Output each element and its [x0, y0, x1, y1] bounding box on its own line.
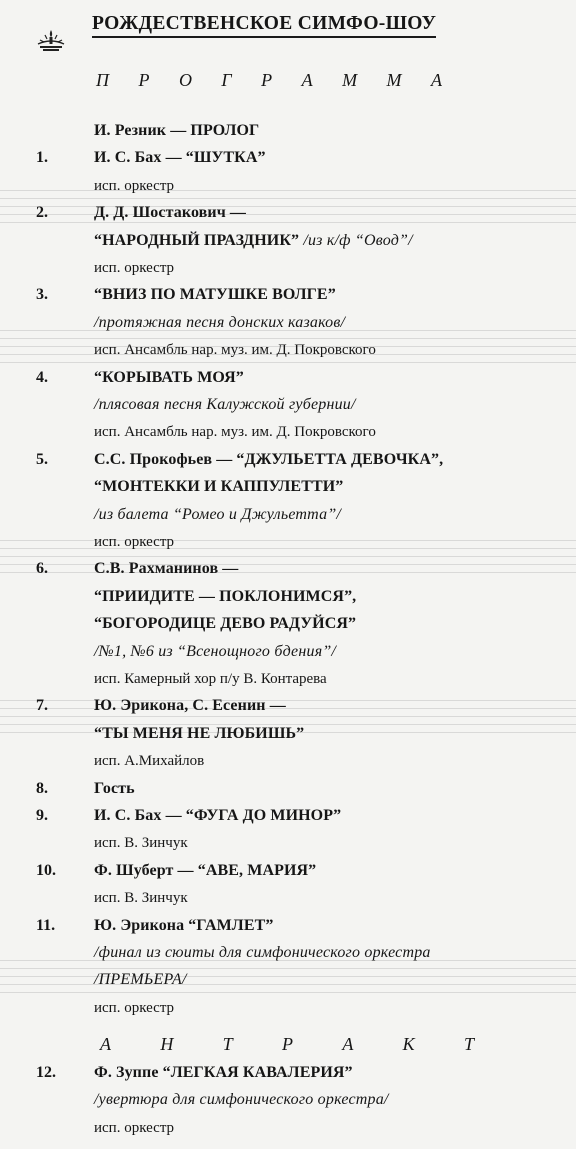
heading-letter: А	[342, 1034, 354, 1054]
heading-letter: А	[100, 1034, 111, 1054]
item-performer: исп. А.Михайлов	[94, 753, 205, 769]
item-title: И. С. Бах — “ФУГА ДО МИНОР”	[94, 807, 342, 824]
program-item	[0, 447, 576, 473]
item-number: 8.	[36, 780, 48, 797]
item-title: “НАРОДНЫЙ ПРАЗДНИК” /из к/ф “Овод”/	[94, 232, 413, 249]
program-heading	[96, 70, 442, 91]
program-item	[0, 1060, 576, 1086]
program-item-line	[0, 529, 576, 555]
item-note: /ПРЕМЬЕРА/	[94, 971, 187, 988]
program-item-line	[0, 310, 576, 336]
item-performer: исп. оркестр	[94, 178, 175, 194]
item-title: С.В. Рахманинов —	[94, 560, 239, 577]
program-item-line	[0, 419, 576, 445]
item-note: /из к/ф “Овод”/	[299, 232, 413, 249]
heading-letter: А	[301, 70, 313, 90]
program-item-line	[0, 885, 576, 911]
item-number: 12.	[36, 1064, 56, 1081]
item-number: 3.	[36, 286, 48, 303]
item-number: 1.	[36, 149, 48, 166]
item-note: /увертюра для симфонического оркестра/	[94, 1091, 389, 1108]
program-item	[0, 913, 576, 939]
item-number: 5.	[36, 451, 48, 468]
intermission-heading	[100, 1034, 474, 1055]
program-item-line	[0, 1087, 576, 1113]
program-item-line	[0, 748, 576, 774]
item-number: 7.	[36, 697, 48, 714]
item-title: “ТЫ МЕНЯ НЕ ЛЮБИШЬ”	[94, 725, 305, 742]
program-item	[0, 803, 576, 829]
program-item-line	[0, 940, 576, 966]
item-number: 9.	[36, 807, 48, 824]
heading-letter: М	[342, 70, 358, 90]
program-item-line	[0, 995, 576, 1021]
item-number: 6.	[36, 560, 48, 577]
heading-letter: Г	[221, 70, 232, 90]
heading-letter: Р	[261, 70, 273, 90]
program-item-line	[0, 611, 576, 637]
item-note: /№1, №6 из “Всенощного бдения”/	[94, 643, 337, 660]
program-item-line	[0, 830, 576, 856]
program-item	[0, 556, 576, 582]
program-item	[0, 200, 576, 226]
item-title: Ю. Эрикона, С. Есенин —	[94, 697, 286, 714]
page-title: РОЖДЕСТВЕНСКОЕ СИМФО-ШОУ	[92, 12, 436, 38]
program-item-line	[0, 228, 576, 254]
program-item-line	[0, 584, 576, 610]
heading-letter: Т	[222, 1034, 233, 1054]
program-item	[0, 693, 576, 719]
item-title: Ф. Шуберт — “АВЕ, МАРИЯ”	[94, 862, 317, 879]
program-item	[0, 776, 576, 802]
item-title: Ю. Эрикона “ГАМЛЕТ”	[94, 917, 274, 934]
heading-letter: Т	[463, 1034, 474, 1054]
program-item	[0, 858, 576, 884]
program-item	[0, 365, 576, 391]
item-performer: исп. оркестр	[94, 260, 175, 276]
item-title: И. С. Бах — “ШУТКА”	[94, 149, 266, 166]
item-title: “МОНТЕККИ И КАППУЛЕТТИ”	[94, 478, 344, 495]
program-item-line	[0, 1115, 576, 1141]
item-performer: исп. Ансамбль нар. муз. им. Д. Покровского	[94, 424, 376, 440]
heading-letter: Р	[138, 70, 150, 90]
item-number: 4.	[36, 369, 48, 386]
heading-letter: О	[178, 70, 192, 90]
item-number: 2.	[36, 204, 48, 221]
program-item	[0, 145, 576, 171]
item-number: 11.	[36, 917, 56, 934]
item-title: Ф. Зуппе “ЛЕГКАЯ КАВАЛЕРИЯ”	[94, 1064, 353, 1081]
item-performer: исп. оркестр	[94, 1000, 175, 1016]
item-title: “ПРИИДИТЕ — ПОКЛОНИМСЯ”,	[94, 588, 357, 605]
program-item-line	[0, 392, 576, 418]
item-title: Гость	[94, 780, 135, 797]
heading-letter: А	[431, 70, 442, 90]
item-note: /протяжная песня донских казаков/	[94, 314, 346, 331]
item-title: И. Резник — ПРОЛОГ	[94, 122, 260, 139]
item-performer: исп. оркестр	[94, 534, 175, 550]
heading-letter: Р	[282, 1034, 293, 1054]
heading-letter: П	[96, 70, 109, 90]
item-performer: исп. оркестр	[94, 1120, 175, 1136]
program-item-line	[0, 967, 576, 993]
program-item-line	[0, 502, 576, 528]
item-number: 10.	[36, 862, 56, 879]
item-performer: исп. Камерный хор п/у В. Контарева	[94, 671, 327, 687]
program-item	[0, 118, 576, 144]
program-item-line	[0, 255, 576, 281]
program-item	[0, 282, 576, 308]
item-performer: исп. В. Зинчук	[94, 890, 188, 906]
item-performer: исп. Ансамбль нар. муз. им. Д. Покровского	[94, 342, 376, 358]
item-note: /плясовая песня Калужской губернии/	[94, 396, 356, 413]
candle-emblem-icon	[34, 28, 68, 52]
program-item-line	[0, 666, 576, 692]
heading-letter: М	[386, 70, 402, 90]
item-title: Д. Д. Шостакович —	[94, 204, 247, 221]
item-title: “ВНИЗ ПО МАТУШКЕ ВОЛГЕ”	[94, 286, 336, 303]
item-note: /финал из сюиты для симфонического оркестра	[94, 944, 431, 961]
item-note: /из балета “Ромео и Джульетта”/	[94, 506, 342, 523]
program-item-line	[0, 474, 576, 500]
item-title: “КОРЫВАТЬ МОЯ”	[94, 369, 244, 386]
item-performer: исп. В. Зинчук	[94, 835, 188, 851]
heading-letter: К	[402, 1034, 415, 1054]
program-item-line	[0, 173, 576, 199]
heading-letter: Н	[160, 1034, 174, 1054]
program-item-line	[0, 337, 576, 363]
item-title: “БОГОРОДИЦЕ ДЕВО РАДУЙСЯ”	[94, 615, 357, 632]
program-item-line	[0, 721, 576, 747]
program-item-line	[0, 639, 576, 665]
item-title: С.С. Прокофьев — “ДЖУЛЬЕТТА ДЕВОЧКА”,	[94, 451, 444, 468]
